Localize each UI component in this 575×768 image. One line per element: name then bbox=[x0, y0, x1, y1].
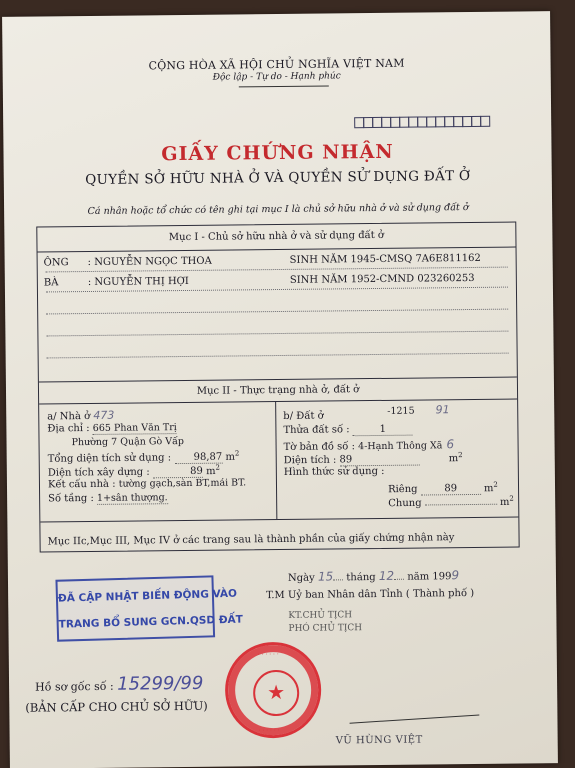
house-structure-value: tường gạch,sàn BT,mái BT. bbox=[118, 477, 247, 490]
land-area: Diện tích : 89 $m^2$ bbox=[283, 451, 463, 467]
seal-emblem bbox=[253, 670, 299, 716]
owner1-info: SINH NĂM 1945-CMSQ 7A6E811162 bbox=[289, 252, 481, 266]
land-area-value: 89 bbox=[339, 454, 419, 467]
issue-month: 12 bbox=[378, 568, 395, 583]
owner1-prefix: ÔNG bbox=[43, 257, 69, 269]
file-number: Hồ sơ gốc số : 15299/99 bbox=[35, 672, 204, 695]
land-private: Riêng 89 $m^2$ bbox=[387, 480, 498, 496]
owner2-prefix: BÀ bbox=[43, 277, 59, 289]
land-private-value: 89 bbox=[421, 483, 481, 496]
star-icon: ★ bbox=[267, 679, 286, 705]
section2-title: Mục II - Thực trạng nhà ở, đất ở bbox=[196, 384, 360, 397]
serial-code-boxes bbox=[355, 116, 490, 128]
owner1-name: : NGUYỄN NGỌC THOA bbox=[87, 255, 212, 269]
house-floors-value: 1+sân thượng. bbox=[96, 492, 168, 504]
land-plot: Thửa đất số : 1 bbox=[283, 424, 413, 437]
footer-note: Mục IIc,Mục III, Mục IV ở các trang sau là thành phần của giấy chứng nhận này bbox=[47, 532, 455, 548]
land-label: b/ Đất ở bbox=[283, 410, 324, 422]
signer-name: VŨ HÙNG VIỆT bbox=[335, 734, 423, 747]
owner-copy-note: (BẢN CẤP CHO CHỦ SỞ HỮU) bbox=[25, 698, 208, 715]
national-motto: Độc lập - Tự do - Hạnh phúc bbox=[212, 71, 341, 83]
house-floors: Số tầng : 1+sân thượng. bbox=[48, 492, 168, 505]
motto-underline bbox=[239, 85, 329, 87]
owner2-name: : NGUYỄN THỊ HỢI bbox=[87, 275, 189, 289]
land-map-hand: 6 bbox=[446, 437, 455, 452]
official-seal: ★ · · · · · · · · · · · · bbox=[225, 642, 322, 739]
issue-day: 15 bbox=[317, 569, 334, 584]
section1-title: Mục I - Chủ sở hữu nhà ở và sử dụng đất ở bbox=[168, 229, 384, 244]
house-ward: Phường 7 Quận Gò Vấp bbox=[71, 436, 185, 449]
land-shared: Chung $m^2$ bbox=[388, 494, 514, 510]
owner2-info: SINH NĂM 1952-CMND 023260253 bbox=[289, 272, 475, 286]
land-plot-value: 1 bbox=[353, 424, 413, 437]
house-built-area: Diện tích xây dựng : 89 $m^2$ bbox=[47, 463, 221, 479]
national-title: CỘNG HÒA XÃ HỘI CHỦ NGHĨA VIỆT NAM bbox=[148, 56, 405, 73]
issue-date: Ngày 15 tháng 12 năm 1999 bbox=[287, 568, 460, 584]
signature-stroke bbox=[350, 715, 480, 724]
house-total-area-value: 98,87 bbox=[174, 452, 222, 465]
issue-year-hand: 9 bbox=[451, 568, 460, 583]
house-structure: Kết cấu nhà : tường gạch,sàn BT,mái BT. bbox=[47, 477, 247, 491]
certificate-sheet bbox=[2, 11, 558, 768]
land-map: Tờ bản đồ số : 4-Hạnh Thông Xã 6 bbox=[283, 437, 455, 453]
certificate-subtitle: QUYỀN SỞ HỮU NHÀ Ở VÀ QUYỀN SỬ DỤNG ĐẤT Ở bbox=[85, 167, 471, 189]
update-stamp: ĐÃ CẬP NHẬT BIẾN ĐỘNG VÀO TRANG BỔ SUNG GCN.QSD ĐẤT bbox=[55, 575, 215, 641]
land-map-value: 4-Hạnh Thông Xã bbox=[358, 440, 443, 453]
house-built-area-value: 89 bbox=[153, 466, 203, 479]
land-usage: Hình thức sử dụng : bbox=[283, 465, 385, 478]
certificate-intro: Cá nhân hoặc tổ chức có tên ghi tại mục I là chủ sở hữu nhà ở và sử dụng đất ở bbox=[87, 202, 469, 218]
house-address-value: 665 Phan Văn Trị bbox=[92, 422, 177, 434]
main-frame bbox=[36, 222, 519, 553]
house-label: a/ Nhà ở 473 bbox=[47, 408, 115, 423]
land-code: -1215 91 bbox=[387, 403, 450, 417]
signer-role: KT.CHỦ TỊCH PHÓ CHỦ TỊCH bbox=[288, 610, 363, 634]
file-number-value: 15299/99 bbox=[117, 672, 204, 695]
house-address: Địa chỉ : 665 Phan Văn Trị bbox=[47, 422, 177, 435]
certificate-title: GIẤY CHỨNG NHẬN bbox=[161, 140, 394, 166]
land-handwritten-code: 91 bbox=[435, 403, 450, 417]
house-handwritten-no: 473 bbox=[93, 408, 115, 422]
committee-title: T.M Uỷ ban Nhân dân Tỉnh ( Thành phố ) bbox=[266, 587, 475, 602]
house-total-area: Tổng diện tích sử dụng : 98,87 $m^2$ bbox=[47, 449, 240, 465]
